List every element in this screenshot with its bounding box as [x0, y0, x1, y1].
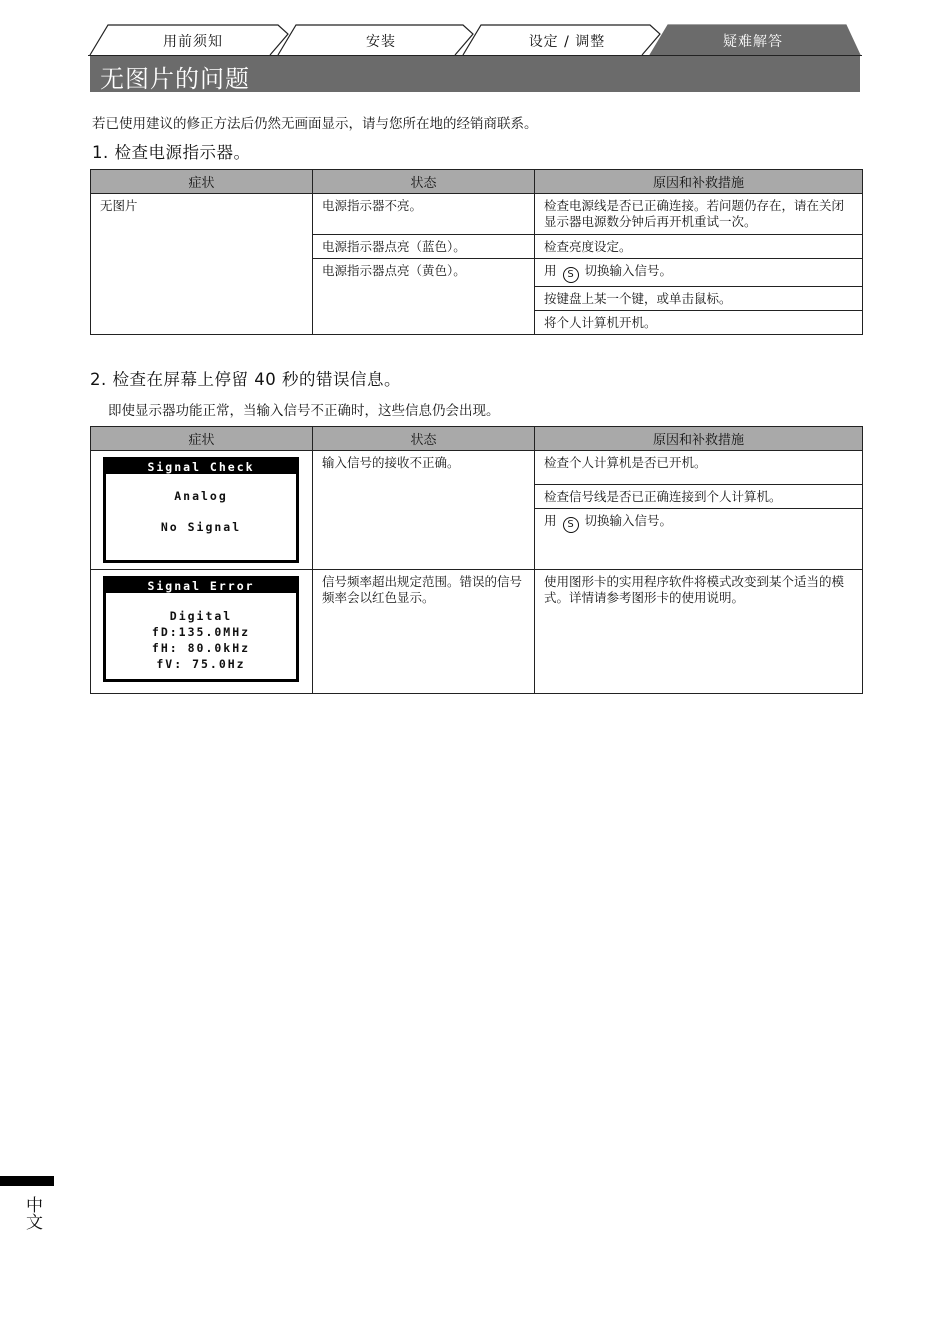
- symptom-cell: 无图片: [91, 194, 313, 335]
- osd-title: Signal Check: [106, 460, 296, 474]
- remedy-cell: 将个人计算机开机。: [535, 311, 863, 335]
- page-title: 无图片的问题: [100, 65, 250, 93]
- header-remedy: 原因和补救措施: [535, 427, 863, 451]
- state-cell: 电源指示器点亮（黄色）。: [313, 259, 535, 335]
- remedy-cell: 检查个人计算机是否已开机。: [535, 451, 863, 485]
- tab-before-use[interactable]: 用前须知: [163, 34, 223, 50]
- signal-error-screen: [103, 576, 299, 682]
- remedy-prefix: 用: [544, 263, 557, 278]
- symptom-cell: [91, 570, 313, 694]
- osd-title: Signal Error: [106, 579, 296, 593]
- remedy-cell: [535, 259, 863, 287]
- remedy-cell: 检查电源线是否已正确连接。若问题仍存在，请在关闭显示器电源数分钟后再开机重试一次。: [535, 194, 863, 235]
- header-state: 状态: [313, 170, 535, 194]
- header-symptom: 症状: [91, 427, 313, 451]
- header-remedy: 原因和补救措施: [535, 170, 863, 194]
- state-cell: 信号频率超出规定范围。错误的信号频率会以红色显示。: [313, 570, 535, 694]
- remedy-cell: [535, 509, 863, 570]
- osd-line: No Signal: [160, 520, 242, 534]
- remedy-cell: 使用图形卡的实用程序软件将模式改变到某个适当的模式。详情请参考图形卡的使用说明。: [535, 570, 863, 694]
- remedy-cell: 检查信号线是否已正确连接到个人计算机。: [535, 485, 863, 509]
- osd-line: fD:135.0MHz: [151, 625, 251, 639]
- input-select-button-icon: S: [563, 517, 579, 533]
- remedy-suffix: 切换输入信号。: [584, 513, 673, 528]
- state-cell: 输入信号的接收不正确。: [313, 451, 535, 570]
- section2-note: 即使显示器功能正常，当输入信号不正确时，这些信息仍会出现。: [108, 403, 500, 419]
- remedy-cell: 按键盘上某一个键，或单击鼠标。: [535, 287, 863, 311]
- intro-text: 若已使用建议的修正方法后仍然无画面显示，请与您所在地的经销商联系。: [92, 116, 538, 132]
- state-cell: 电源指示器点亮（蓝色）。: [313, 235, 535, 259]
- remedy-cell: 检查亮度设定。: [535, 235, 863, 259]
- osd-line: Digital: [169, 609, 233, 623]
- language-marker-bar: [0, 1176, 54, 1186]
- error-message-table: [90, 426, 863, 694]
- tab-installation[interactable]: 安装: [366, 34, 396, 50]
- osd-line: fH: 80.0kHz: [151, 641, 251, 655]
- nav-tabs: [88, 22, 862, 56]
- tab-troubleshooting[interactable]: 疑难解答: [723, 34, 783, 50]
- state-cell: 电源指示器不亮。: [313, 194, 535, 235]
- osd-line: Analog: [174, 489, 228, 503]
- section2-heading: 2. 检查在屏幕上停留 40 秒的错误信息。: [90, 370, 401, 389]
- header-symptom: 症状: [91, 170, 313, 194]
- osd-line: fV: 75.0Hz: [156, 657, 246, 671]
- symptom-cell: [91, 451, 313, 570]
- tab-settings[interactable]: 设定 / 调整: [528, 34, 606, 50]
- input-select-button-icon: S: [563, 267, 579, 283]
- language-label: 中文: [22, 1196, 42, 1230]
- remedy-suffix: 切换输入信号。: [584, 263, 673, 278]
- section1-heading: 1. 检查电源指示器。: [92, 143, 251, 162]
- title-bar: [90, 56, 860, 92]
- header-state: 状态: [313, 427, 535, 451]
- remedy-prefix: 用: [544, 513, 557, 528]
- power-indicator-table: [90, 169, 863, 335]
- signal-check-screen: [103, 457, 299, 563]
